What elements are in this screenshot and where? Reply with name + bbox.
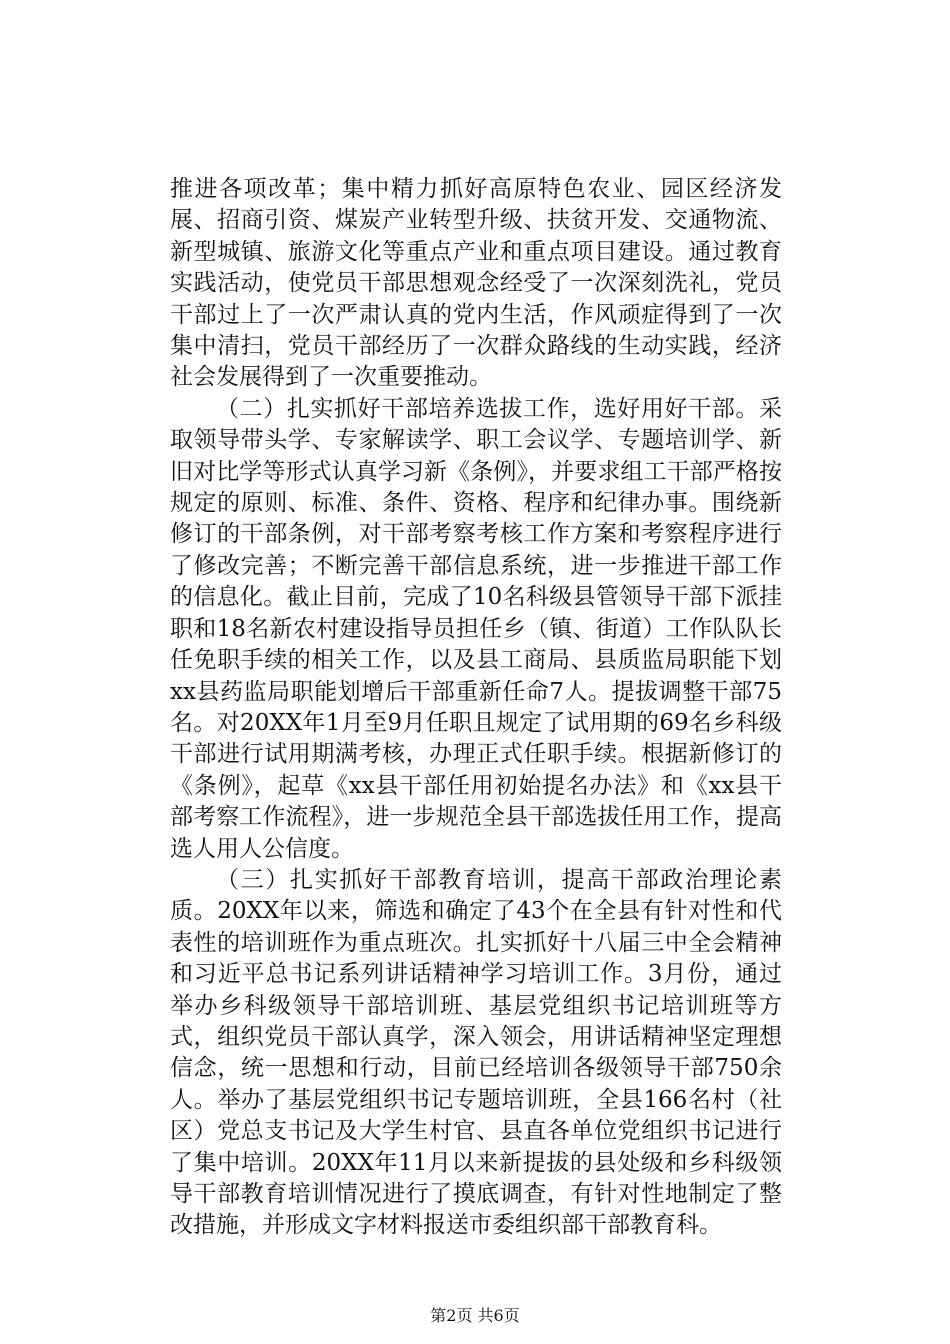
paragraph-continuation: 推进各项改革；集中精力抓好高原特色农业、园区经济发展、招商引资、煤炭产业转型升级、扶贫开发、交通物流、新型城镇、旅游文化等重点产业和重点项目建设。通过教育实践活动，使党员干部思想观念经受了一次深刻洗礼，党员干部过上了一次严肃认真的党内生活，作风顽症得到了一次集中清扫，党员干部经历了一次群众路线的生动实践，经济社会发展得到了一次重要推动。 — [170, 176, 782, 391]
document-body — [170, 174, 782, 1242]
paragraph-cadre-selection: （二）扎实抓好干部培养选拔工作，选好用好干部。采取领导带头学、专家解读学、职工会议学、专题培训学、新旧对比学等形式认真学习新《条例》，并要求组工干部严格按规定的原则、标准、条件、资格、程序和纪律办事。围绕新修订的干部条例，对干部考察考核工作方案和考察程序进行了修改完善；不断完善干部信息系统，进一步推进干部工作的信息化。截止目前，完成了10名科级县管领导干部下派挂职和18名新农村建设指导员担任乡（镇、街道）工作队队长任免职手续的相关工作，以及县工商局、县质监局职能下划xx县药监局职能划增后干部重新任命7人。提拔调整干部75名。对20XX年1月至9月任职且规定了试用期的69名乡科级干部进行试用期满考核，办理正式任职手续。根据新修订的《条例》，起草《xx县干部任用初始提名办法》和《xx县干部考察工作流程》，进一步规范全县干部选拔任用工作，提高选人用人公信度。 — [170, 395, 782, 862]
page-number-footer: 第2页 共6页 — [430, 1306, 520, 1325]
paragraph-cadre-training: （三）扎实抓好干部教育培训，提高干部政治理论素质。20XX年以来，筛选和确定了43个在全县有针对性和代表性的培训班作为重点班次。扎实抓好十八届三中全会精神和习近平总书记系列讲话精神学习培训工作。3月份，通过举办乡科级领导干部培训班、基层党组织书记培训班等方式，组织党员干部认真学，深入领会，用讲话精神坚定理想信念，统一思想和行动，目前已经培训各级领导干部750余人。举办了基层党组织书记专题培训班，全县166名村（社区）党总支书记及大学生村官、县直各单位党组织书记进行了集中培训。20XX年11月以来新提拔的县处级和乡科级领导干部教育培训情况进行了摸底调查，有针对性地制定了整改措施，并形成文字材料报送市委组织部干部教育科。 — [170, 866, 782, 1239]
